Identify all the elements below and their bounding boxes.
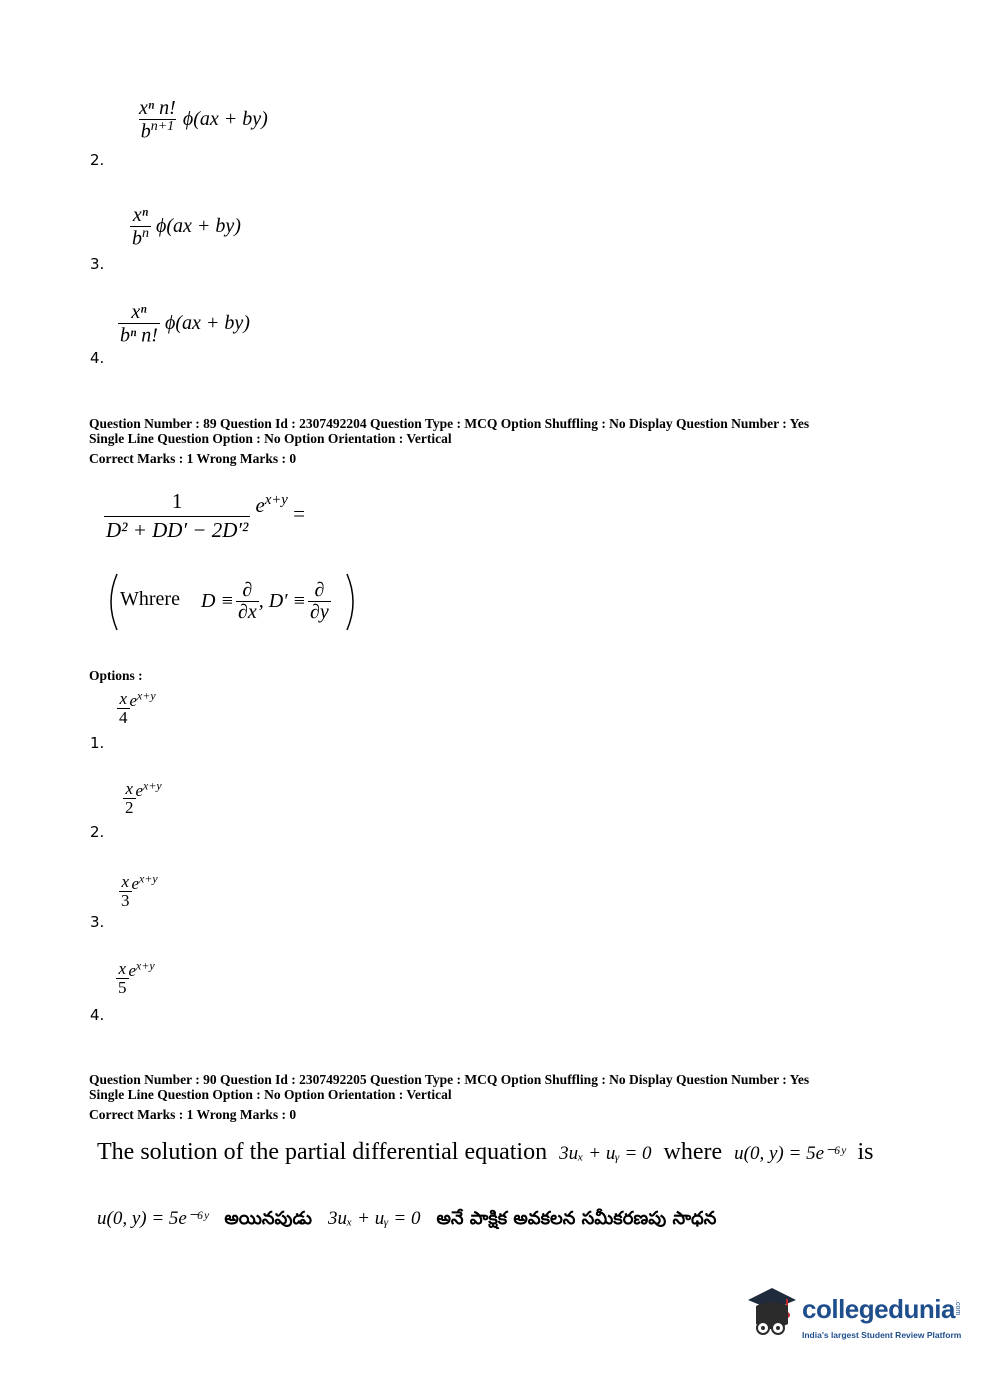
- q90-is-text: is: [857, 1139, 874, 1165]
- q90-telugu-text-1: అయినపుడు: [224, 1208, 313, 1229]
- q90-meta-line3: Correct Marks : 1 Wrong Marks : 0: [89, 1107, 297, 1122]
- q90-telugu-text-2: అనే పాక్షిక అవకలన సమీకరణపు సాధన: [436, 1208, 717, 1229]
- q90-meta: [89, 1072, 809, 1122]
- q90-condition: u(0, y) = 5e⁻⁶ʸ: [734, 1143, 846, 1164]
- brand-com: .com: [954, 1300, 961, 1316]
- q89-eq-denominator: D² + DD′ − 2D′²: [106, 518, 249, 543]
- q89-option-3-number: 3.: [90, 913, 105, 931]
- brand-tagline: India's largest Student Review Platform: [802, 1330, 962, 1340]
- q89-option-2-number: 2.: [90, 823, 105, 841]
- q89-meta-line2: Single Line Question Option : No Option Orientation : Vertical: [89, 431, 452, 446]
- prev-option-3-math: $\frac{\text{xⁿ}}{b^n}$ ϕ(ax + by): [132, 204, 241, 250]
- mascot-icon: [742, 1284, 800, 1342]
- q89-meta-line1: Question Number : 89 Question Id : 2307492204 Question Type : MCQ Option Shuffling : No Display Question Number : Yes: [89, 416, 810, 431]
- q90-telugu-equation: 3uₓ + uᵧ = 0: [328, 1208, 421, 1229]
- q90-telugu-question: [97, 1207, 716, 1233]
- q89-option-2-math: $\frac{x}{2}$ $e^{x+y}$: [125, 778, 162, 817]
- q89-equation: $\frac{1}{\text{D² + DD′ − 2D′²}}$ $e^{x+y}$ =: [106, 489, 305, 543]
- brand-name: collegedunia: [802, 1294, 955, 1324]
- q90-english-question: [97, 1139, 874, 1166]
- q89-where-math: D ≡ $\frac{\partial}{\partial x}$ , D′ ≡ $\frac{\partial}{\partial y}$: [201, 579, 329, 623]
- q90-equation: 3uₓ + uᵧ = 0: [559, 1143, 652, 1164]
- q90-where-text: where: [663, 1139, 723, 1165]
- q89-option-1-math: $\frac{x}{4}$ $e^{x+y}$: [119, 688, 156, 727]
- q89-option-1-number: 1.: [90, 734, 105, 752]
- q90-meta-line1: Question Number : 90 Question Id : 2307492205 Question Type : MCQ Option Shuffling : No Display Question Number : Yes: [89, 1072, 810, 1087]
- prev-option-2-math: $\frac{\text{xⁿ n!}}{b^{n+1}}$ ϕ(ax + by): [139, 97, 268, 143]
- q89-eq-numerator: 1: [171, 489, 183, 513]
- q89-option-4-math: $\frac{x}{5}$ $e^{x+y}$: [118, 958, 155, 997]
- q89-options-label: Options :: [89, 668, 143, 683]
- q89-where-label: Whrere: [120, 588, 180, 610]
- q89-meta: [89, 416, 809, 466]
- prev-option-2-number: 2.: [90, 151, 105, 169]
- prev-option-4-number: 4.: [90, 349, 105, 367]
- q89-meta-line3: Correct Marks : 1 Wrong Marks : 0: [89, 451, 297, 466]
- prev-option-4-math: $\frac{\text{xⁿ}}{\text{bⁿ n!}}$ ϕ(ax + by): [120, 301, 250, 347]
- prev-option-3-number: 3.: [90, 255, 105, 273]
- q89-where-clause: [105, 572, 359, 632]
- q89-option-4-number: 4.: [90, 1006, 105, 1024]
- q90-english-text: The solution of the partial differential equation: [97, 1139, 548, 1165]
- collegedunia-logo: [742, 1284, 972, 1344]
- q90-meta-line2: Single Line Question Option : No Option Orientation : Vertical: [89, 1087, 452, 1102]
- q89-option-3-math: $\frac{x}{3}$ $e^{x+y}$: [121, 871, 158, 910]
- q90-telugu-condition: u(0, y) = 5e⁻⁶ʸ: [97, 1208, 209, 1229]
